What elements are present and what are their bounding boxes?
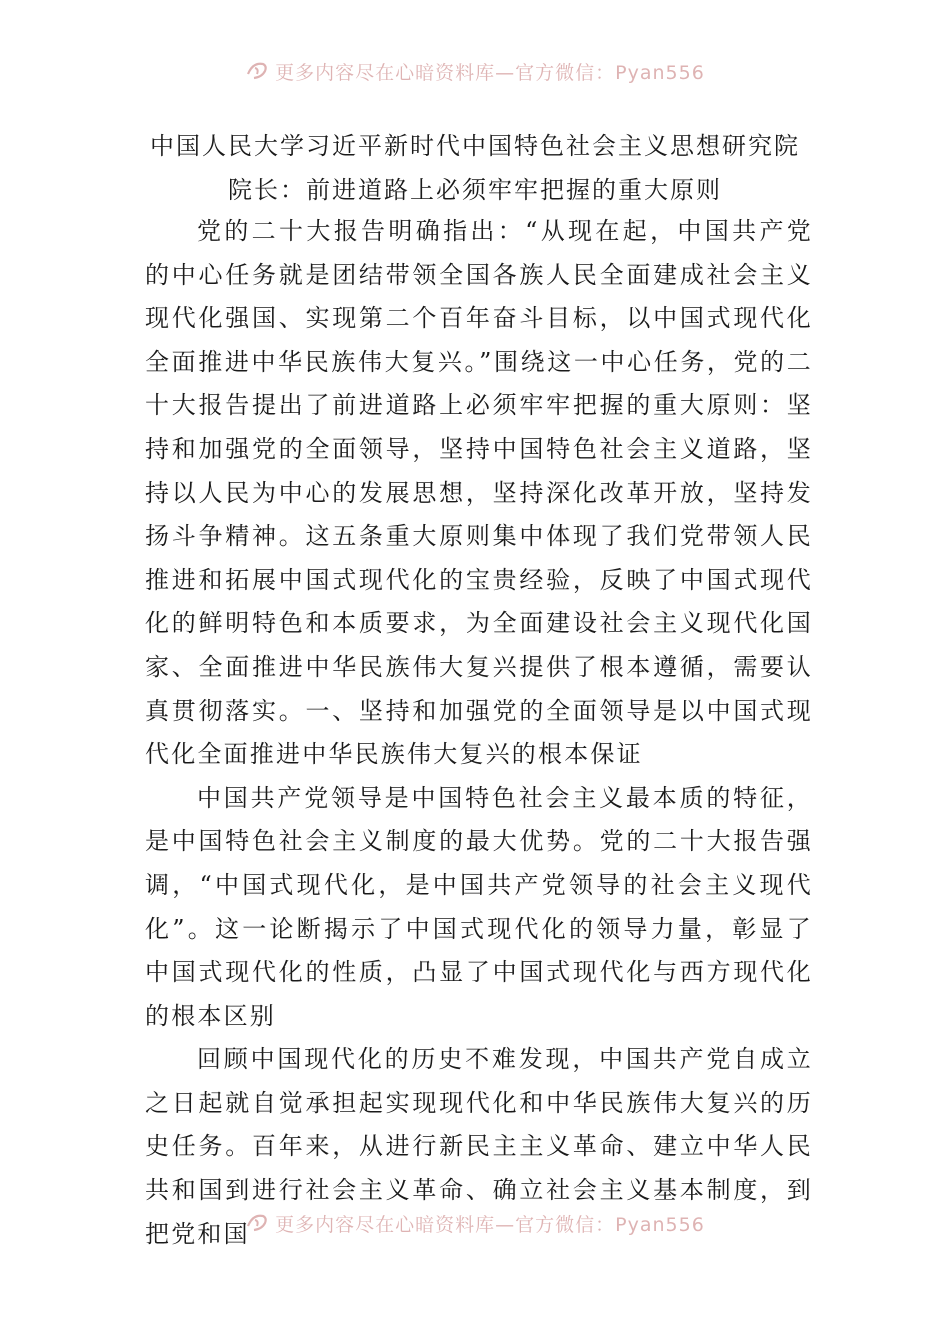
paragraph: 回顾中国现代化的历史不难发现，中国共产党自成立之日起就自觉承担起实现现代化和中华民族伟大复兴的历史任务。百年来，从进行新民主主义革命、建立中华人民共和国到进行社会主义革命、确立社会主义基本制度，到把党和国 xyxy=(145,1045,813,1248)
watermark-header xyxy=(0,56,950,86)
watermark-text: 更多内容尽在心暗资料库—官方微信：Pyan556 xyxy=(275,1213,705,1236)
paragraph: 党的二十大报告明确指出：“从现在起，中国共产党的中心任务就是团结带领全国各族人民全面建成社会主义现代化强国、实现第二个百年奋斗目标，以中国式现代化全面推进中华民族伟大复兴。”围绕这一中心任务，党的二十大报告提出了前进道路上必须牢牢把握的重大原则：坚持和加强党的全面领导，坚持中国特色社会主义道路，坚持以人民为中心的发展思想，坚持深化改革开放，坚持发扬斗争精神。这五条重大原则集中体现了我们党带领人民推进和拓展中国式现代化的宝贵经验，反映了中国式现代化的鲜明特色和本质要求，为全面建设社会主义现代化国家、全面推进中华民族伟大复兴提供了根本遵循，需要认真贯彻落实。一、坚持和加强党的全面领导是以中国式现代化全面推进中华民族伟大复兴的根本保证 xyxy=(145,217,813,769)
watermark-footer xyxy=(0,1208,950,1238)
watermark-text: 更多内容尽在心暗资料库—官方微信：Pyan556 xyxy=(275,61,705,84)
document-title-line-1: 中国人民大学习近平新时代中国特色社会主义思想研究院 xyxy=(150,132,800,160)
document-body xyxy=(145,210,813,1256)
paragraph: 中国共产党领导是中国特色社会主义最本质的特征，是中国特色社会主义制度的最大优势。党的二十大报告强调，“中国式现代化，是中国共产党领导的社会主义现代化”。这一论断揭示了中国式现代化的领导力量，彰显了中国式现代化的性质，凸显了中国式现代化与西方现代化的根本区别 xyxy=(145,783,813,1030)
document-title-line-2: 院长：前进道路上必须牢牢把握的重大原则 xyxy=(228,176,722,204)
watermark-logo-icon xyxy=(245,1212,269,1234)
watermark-logo-icon xyxy=(245,60,269,82)
